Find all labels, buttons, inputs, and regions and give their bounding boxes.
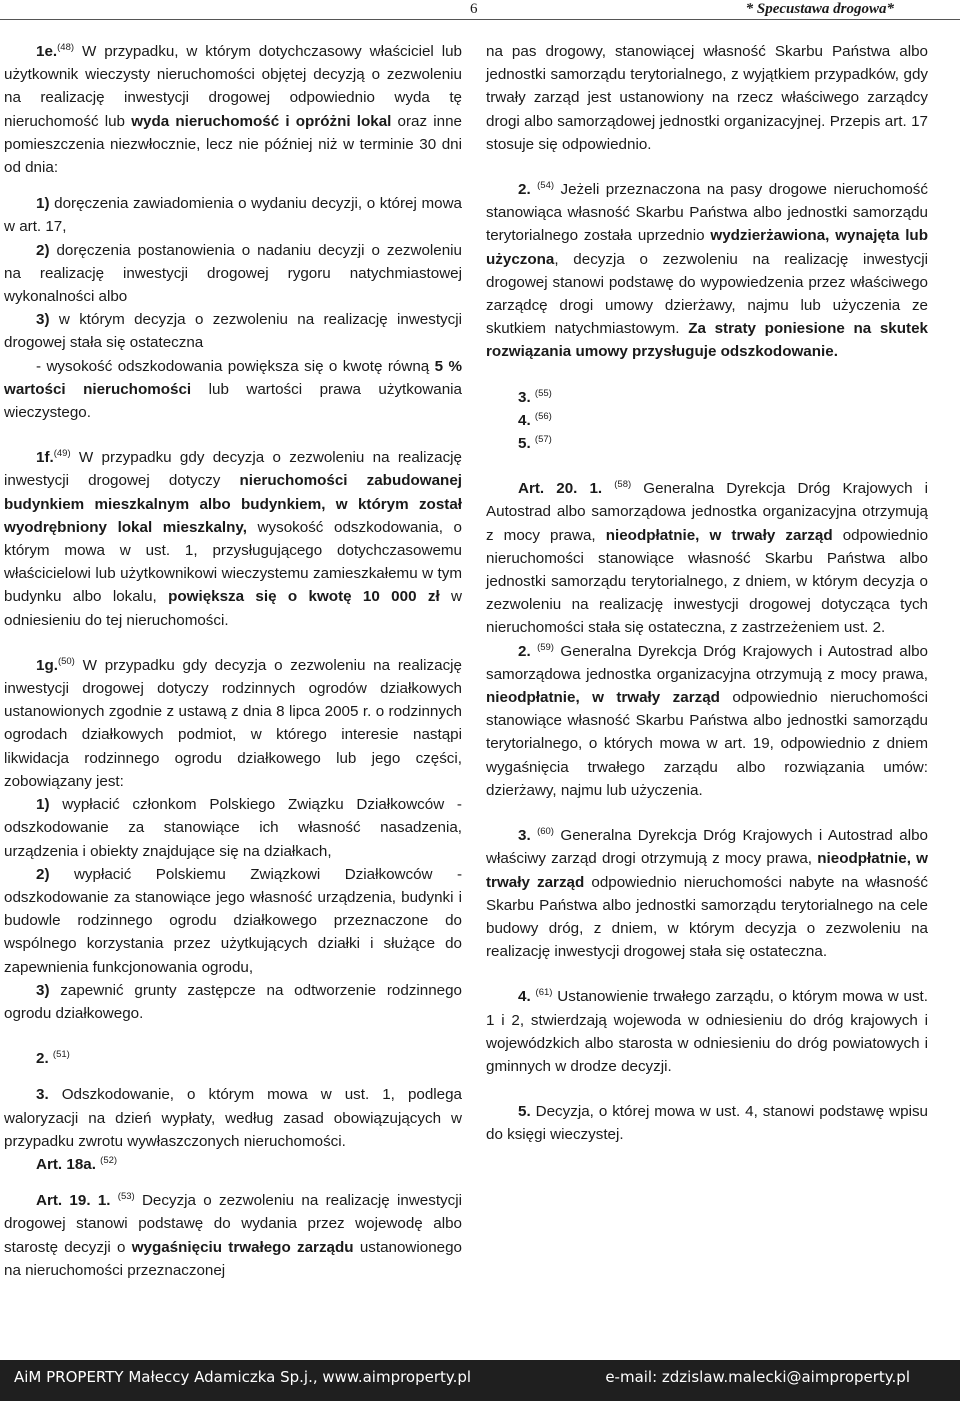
footnote-ref: (52) [100,1154,118,1166]
footer-company: AiM PROPERTY Małeccy Adamiczka Sp.j., www.aimproperty.pl [14,1368,472,1386]
paragraph-3: 3. Odszkodowanie, o którym mowa w ust. 1, podlega waloryzacji na dzień wypłaty, według zasad obowiązujących w przypadku zwrotu wywłaszczonych nieruchomości. [4,1086,462,1150]
page-header [0,0,960,22]
paragraph-19-2: 2. $^{(54)}$ Jeżeli przeznaczona na pasy drogowe nieruchomość stanowiąca własność Skarbu Państwa albo jednostki samorządu terytorialnego została uprzednio wydzierżawiona, wynajęta lub użyczona, decyzja o zezwoleniu na realizację inwestycji drogowej stanowi podstawę do wypowiedzenia przez właściwego zarządcę drogi umowy dzierżawy, najmu lub użyczenia ze skutkiem natychmiastowym. Za straty poniesione na skutek rozwiązania umowy przysługuje odszkodowanie. [486,180,928,361]
header-rule [0,19,960,20]
footnote-ref: (59) [537,641,554,653]
footnote-ref: (50) [57,655,75,667]
footnote-ref: (51) [52,1049,70,1061]
paragraph-1f: 1f.$^{(49)}$ W przypadku gdy decyzja o zezwoleniu na realizację inwestycji drogowej dotyczy nieruchomości zabudowanej budynkiem mieszkalnym albo budynkiem, w którym został wyodrębniony lokal mieszkalny, wysokość odszkodowania, o którym mowa w ust. 1, przysługującego dotychczasowemu właścicielowi lub użytkownikowi wieczystemu zamieszkałemu w tym budynku albo lokalu, powiększa się o kwotę 10 000 zł w odniesieniu do tej nieruchomości. [4,448,463,629]
right-column [486,40,928,1147]
footnote-ref: (58) [614,479,632,491]
article-19: Art. 19. 1. $^{(53)}$ Decyzja o zezwoleniu na realizację inwestycji drogowej stanowi podstawę do wydania przez wojewodę albo starostę decyzji o wygaśnięciu trwałego zarządu ustanowionego na nieruchomości przeznaczonej [4,1191,462,1279]
list-item: 3) w którym decyzja o zezwoleniu na realizację inwestycji drogowej stała się ostateczna [4,311,462,352]
paragraph-19-3-repealed: 3. $^{(55)}$ [518,387,552,406]
article-20-3: 3. $^{(60)}$ Generalna Dyrekcja Dróg Krajowych i Autostrad albo właściwy zarząd drogi otrzymują z mocy prawa, nieodpłatnie, w trwały zarząd odpowiednio nieruchomości nabyte na własność Skarbu Państwa albo jednostki samorządu terytorialnego na cele budowy dróg, z dniem, w którym decyzja o zezwoleniu na realizację inwestycji drogowej stała się ostateczna. [486,826,928,961]
article-20-5: 5. Decyzja, o której mowa w ust. 4, stanowi podstawę wpisu do księgi wieczystej. [486,1103,928,1144]
footnote-ref: (57) [534,434,552,446]
footnote-ref: (54) [537,180,555,192]
footnote-ref: (53) [117,1191,135,1203]
document-title: * Specustawa drogowa* [745,1,894,17]
list-item: 1) wypłacić członkom Polskiego Związku Działkowców - odszkodowanie za stanowiące ich własność nasadzenia, urządzenia i obiekty znajdujące się na działkach, [4,796,462,860]
footnote-ref: (48) [57,42,75,53]
paragraph-continuation: na pas drogowy, stanowiącej własność Skarbu Państwa albo jednostki samorządu terytorialnego, z wyjątkiem przypadków, gdy trwały zarząd jest ustanowiony na rzecz właściwego zarządcy drogi albo samorządowej jednostki organizacyjnej. Przepis art. 17 stosuje się odpowiednio. [486,43,928,153]
footnote-ref: (60) [537,826,554,838]
list-item: 2) wypłacić Polskiemu Związkowi Działkowców - odszkodowanie za stanowiące jego własność urządzenia, budynki i budowle rodzinnego ogrodu działkowego przeznaczone do wspólnego korzystania przez użytkujących działki i służące do zapewnienia funkcjonowania ogrodu, [4,865,462,976]
page-footer [0,1360,960,1401]
footer-email: e-mail: zdzislaw.malecki@aimproperty.pl [605,1368,910,1386]
footnote-ref: (49) [53,448,71,460]
list-item: 2) doręczenia postanowienia o nadaniu decyzji o zezwoleniu na realizację inwestycji drogowej rygoru natychmiastowej wykonalności albo [4,241,462,306]
list-item: 1) doręczenia zawiadomienia o wydaniu decyzji, o której mowa w art. 17, [4,195,462,236]
article-20-1: Art. 20. 1. $^{(58)}$ Generalna Dyrekcja Dróg Krajowych i Autostrad albo samorządowa jednostka organizacyjna otrzymują z mocy prawa, nieodpłatnie, w trwały zarząd odpowiednio nieruchomości stanowiące własność Skarbu Państwa albo jednostki samorządu terytorialnego, z dniem, w którym decyzja o zezwoleniu na realizację inwestycji drogowej dotycząca tych nieruchomości stała się ostateczna, z zastrzeżeniem ust. 2. [486,479,929,637]
paragraph-number: 2. [518,181,531,199]
page-number: 6 [470,1,478,17]
paragraph-1e: 1e.$^{(48)}$ W przypadku, w którym dotychczasowy właściciel lub użytkownik wieczysty nieruchomości objętej decyzją o zezwoleniu na realizację inwestycji drogowej odpowiednio wyda tę nieruchomość lub wyda nieruchomość i opróżni lokal oraz inne pomieszczenia niezwłocznie, lecz nie później niż w terminie 30 dni od dnia: [4,42,462,177]
paragraph-number: 1e. [36,43,58,60]
article-18a: Art. 18a. $^{(52)}$ [36,1154,118,1173]
paragraph-number: 1g. [36,656,58,674]
paragraph-1g: 1g.$^{(50)}$ W przypadku gdy decyzja o zezwoleniu na realizację inwestycji drogowej dotyczy rodzinnych ogrodów działkowych ustanowionych zgodnie z ustawą z dnia 8 lipca 2005 r. o rodzinnych ogrodach działkowych podmiot, w którego interesie nastąpi likwidacja rodzinnego ogrodu działkowego lub jego części, zobowiązany jest: [4,655,462,790]
article-20-4: 4. $^{(61)}$ Ustanowienie trwałego zarządu, o którym mowa w ust. 1 i 2, stwierdzają wojewoda w odniesieniu do dróg krajowych i wojewódzkich albo starosta w odniesieniu do dróg powiatowych i gminnych w drodze decyzji. [486,987,928,1075]
article-20-2: 2. $^{(59)}$ Generalna Dyrekcja Dróg Krajowych i Autostrad albo samorządowa jednostka organizacyjna otrzymują z mocy prawa, nieodpłatnie, w trwały zarząd odpowiednio nieruchomości stanowiące własność Skarbu Państwa albo jednostki samorządu terytorialnego, o których mowa w art. 19, odpowiednio z dniem wygaśnięcia trwałego zarządu albo rozwiązania umów: dzierżawy, najmu lub użyczenia. [486,641,929,799]
list-item: 3) zapewnić grunty zastępcze na odtworzenie rodzinnego ogrodu działkowego. [4,981,462,1022]
paragraph-19-4-repealed: 4. $^{(56)}$ [518,410,552,429]
footnote-ref: (61) [535,987,553,999]
paragraph-2-repealed: 2. $^{(51)}$ [36,1049,70,1068]
paragraph-number: 1f. [36,449,54,467]
paragraph-tail: - wysokość odszkodowania powiększa się o kwotę równą 5 % wartości nieruchomości lub wartości prawa użytkowania wieczystego. [4,357,462,422]
footnote-ref: (56) [534,410,552,422]
left-column [4,40,462,1282]
paragraph-19-5-repealed: 5. $^{(57)}$ [518,434,552,453]
footnote-ref: (55) [534,387,552,399]
